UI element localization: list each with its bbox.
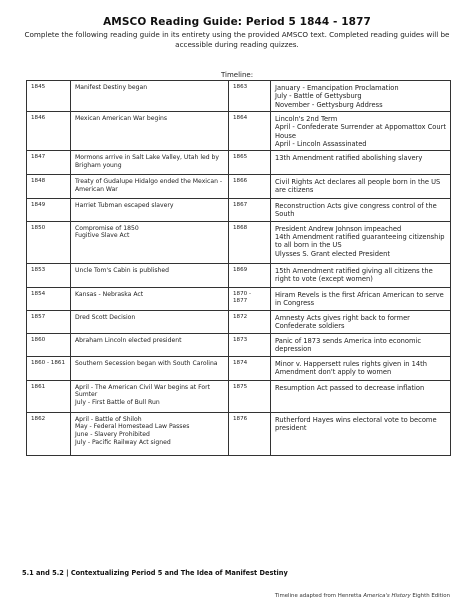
timeline-year-left: 1854 [27,287,71,310]
timeline-event-left: Manifest Destiny began [71,81,229,112]
timeline-event-left: Dred Scott Decision [71,310,229,333]
timeline-event-right: January - Emancipation Proclamation July - Battle of Gettysburg November - Gettysburg Address [271,81,451,112]
timeline-year-right: 1869 [229,263,271,287]
timeline-year-left: 1860 [27,333,71,356]
timeline-table [26,80,451,456]
timeline-year-right: 1867 [229,199,271,222]
timeline-year-right: 1866 [229,175,271,199]
timeline-event-left: April - The American Civil War begins at Fort Sumter July - First Battle of Bull Run [71,380,229,412]
timeline-event-right: Panic of 1873 sends America into economic depression [271,333,451,356]
timeline-year-left: 1850 [27,221,71,263]
timeline-event-left: Mexican American War begins [71,112,229,151]
timeline-event-left: Mormons arrive in Salt Lake Valley, Utah led by Brigham young [71,151,229,175]
timeline-row [27,175,451,199]
instructions: Complete the following reading guide in its entirety using the provided AMSCO text. Completed reading guides will be accessible during reading quizzes. [24,30,450,49]
timeline-event-right: President Andrew Johnson impeached 14th Amendment ratified guaranteeing citizenship to all born in the US Ulysses S. Grant elected President [271,221,451,263]
timeline-row [27,263,451,287]
timeline-year-right: 1864 [229,112,271,151]
timeline-row [27,221,451,263]
timeline-row [27,151,451,175]
timeline-event-left: Uncle Tom's Cabin is published [71,263,229,287]
credit-suffix: Eighth Edition [412,593,450,599]
timeline-event-right: Amnesty Acts gives right back to former Confederate soldiers [271,310,451,333]
timeline-heading: Timeline: [220,71,254,79]
timeline-row [27,81,451,112]
timeline-row [27,112,451,151]
timeline-year-right: 1868 [229,221,271,263]
timeline-year-left: 1860 - 1861 [27,356,71,380]
timeline-year-left: 1849 [27,199,71,222]
timeline-row [27,287,451,310]
timeline-event-right: Reconstruction Acts give congress control of the South [271,199,451,222]
timeline-event-right: 15th Amendment ratified giving all citizens the right to vote (except women) [271,263,451,287]
timeline-year-right: 1863 [229,81,271,112]
timeline-event-right: Minor v. Happersett rules rights given in 14th Amendment don't apply to women [271,356,451,380]
timeline-event-left: Southern Secession began with South Carolina [71,356,229,380]
timeline-event-right: Civil Rights Act declares all people born in the US are citizens [271,175,451,199]
timeline-year-left: 1848 [27,175,71,199]
credit-prefix: Timeline adapted from Henretta [274,593,362,599]
timeline-year-left: 1861 [27,380,71,412]
footer-credit [275,593,450,599]
timeline-year-right: 1865 [229,151,271,175]
timeline-event-left: Kansas - Nebraska Act [71,287,229,310]
timeline-year-right: 1876 [229,412,271,455]
timeline-year-left: 1847 [27,151,71,175]
footer-section: 5.1 and 5.2 | Contextualizing Period 5 and The Idea of Manifest Destiny [22,569,288,577]
timeline-year-left: 1845 [27,81,71,112]
timeline-event-left: April - Battle of Shiloh May - Federal Homestead Law Passes June - Slavery Prohibited July - Pacific Railway Act signed [71,412,229,455]
timeline-event-left: Compromise of 1850 Fugitive Slave Act [71,221,229,263]
timeline-year-left: 1853 [27,263,71,287]
timeline-row [27,356,451,380]
timeline-year-right: 1873 [229,333,271,356]
timeline-event-right: Rutherford Hayes wins electoral vote to become president [271,412,451,455]
timeline-event-left: Treaty of Gudalupe Hidalgo ended the Mexican - American War [71,175,229,199]
timeline-year-right: 1870 - 1877 [229,287,271,310]
timeline-row [27,310,451,333]
timeline-event-left: Harriet Tubman escaped slavery [71,199,229,222]
timeline-row [27,380,451,412]
timeline-event-right: Lincoln's 2nd Term April - Confederate Surrender at Appomattox Court House April - Lincoln Assassinated [271,112,451,151]
credit-title: America's History [363,593,411,599]
page-title: AMSCO Reading Guide: Period 5 1844 - 1877 [103,16,371,28]
timeline-event-right: Hiram Revels is the first African American to serve in Congress [271,287,451,310]
timeline-event-right: Resumption Act passed to decrease inflation [271,380,451,412]
timeline-year-left: 1846 [27,112,71,151]
timeline-year-right: 1875 [229,380,271,412]
timeline-year-left: 1862 [27,412,71,455]
timeline-year-right: 1872 [229,310,271,333]
timeline-row [27,333,451,356]
timeline-event-left: Abraham Lincoln elected president [71,333,229,356]
timeline-body [27,81,451,456]
timeline-year-left: 1857 [27,310,71,333]
timeline-row [27,412,451,455]
timeline-year-right: 1874 [229,356,271,380]
timeline-row [27,199,451,222]
timeline-event-right: 13th Amendment ratified abolishing slavery [271,151,451,175]
